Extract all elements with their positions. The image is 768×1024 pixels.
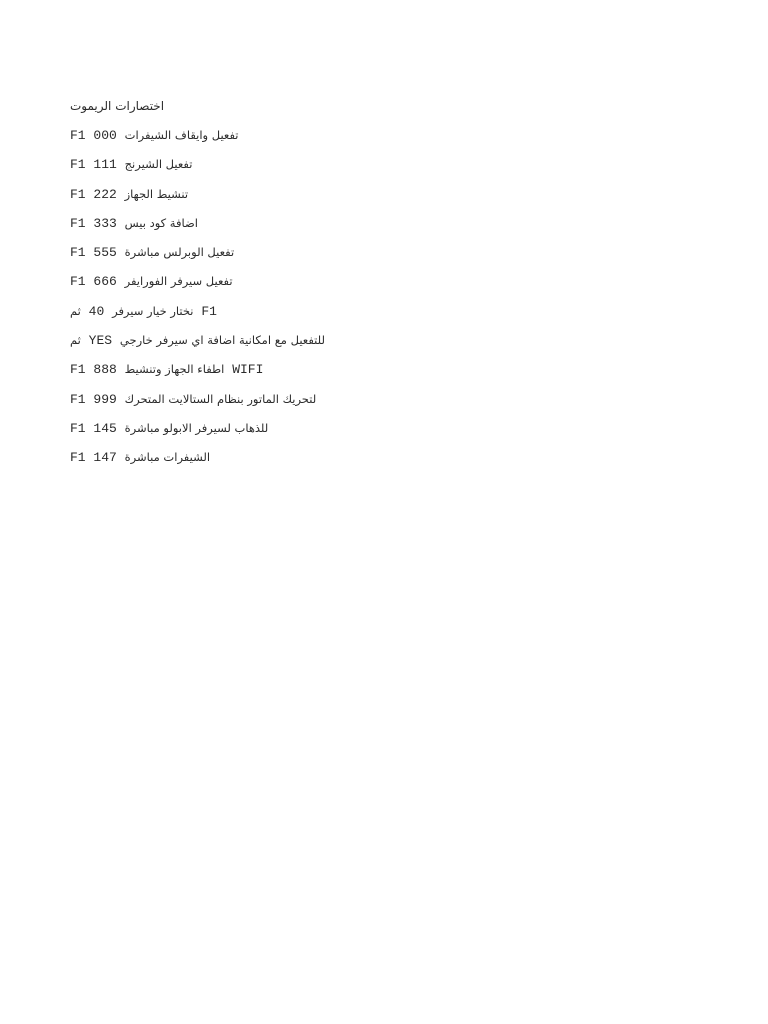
shortcut-line — [70, 271, 710, 291]
shortcut-line — [70, 418, 710, 438]
shortcut-prefix: ثم — [70, 333, 81, 348]
shortcut-code: F1 145 — [70, 420, 117, 436]
shortcut-description: اطفاء الجهاز وتنشيط — [124, 362, 225, 377]
shortcut-code: F1 222 — [70, 186, 117, 202]
document-page — [70, 96, 710, 477]
shortcut-description: لتحريك الماتور بنظام الستالايت المتحرك — [124, 391, 317, 406]
shortcut-line — [70, 184, 710, 204]
shortcut-description: نختار خيار سيرفر — [112, 303, 194, 318]
shortcut-description: الشيفرات مباشرة — [124, 450, 211, 465]
shortcut-description: تنشيط الجهاز — [124, 186, 189, 201]
shortcut-code: F1 111 — [70, 157, 117, 173]
shortcut-line-yes — [70, 330, 710, 350]
shortcut-prefix: ثم — [70, 303, 81, 318]
shortcut-code: F1 888 — [70, 362, 117, 378]
shortcut-description: للتفعيل مع امكانية اضافة اي سيرفر خارجي — [119, 333, 325, 348]
shortcut-code: F1 000 — [70, 128, 117, 143]
shortcut-code: F1 666 — [70, 274, 117, 290]
shortcut-line-wifi — [70, 359, 710, 379]
shortcut-description: تفعيل وايقاف الشيفرات — [124, 128, 239, 142]
shortcut-line — [70, 447, 710, 467]
shortcut-code: YES — [88, 333, 113, 349]
shortcut-suffix: WIFI — [232, 362, 264, 378]
shortcut-code: F1 147 — [70, 450, 117, 466]
shortcut-line — [70, 213, 710, 233]
shortcut-code: F1 333 — [70, 215, 117, 231]
shortcut-line-server-option — [70, 301, 710, 321]
shortcut-description: تفعيل سيرفر الفورايفر — [124, 274, 233, 289]
shortcut-code: F1 — [201, 303, 217, 319]
shortcut-description: اضافة كود بيس — [124, 215, 198, 230]
shortcut-code: F1 999 — [70, 391, 117, 407]
shortcut-line — [70, 154, 710, 174]
shortcut-number: 40 — [88, 303, 105, 319]
document-title: اختصارات الريموت — [70, 99, 165, 113]
shortcut-description: تفعيل الشيرنج — [124, 157, 193, 172]
shortcut-description: للذهاب لسيرفر الابولو مباشرة — [124, 420, 269, 435]
shortcut-code: F1 555 — [70, 245, 117, 261]
shortcut-line — [70, 125, 710, 145]
shortcut-description: تفعيل الوبرلس مباشرة — [124, 245, 235, 260]
shortcut-line — [70, 242, 710, 262]
shortcut-line — [70, 389, 710, 409]
